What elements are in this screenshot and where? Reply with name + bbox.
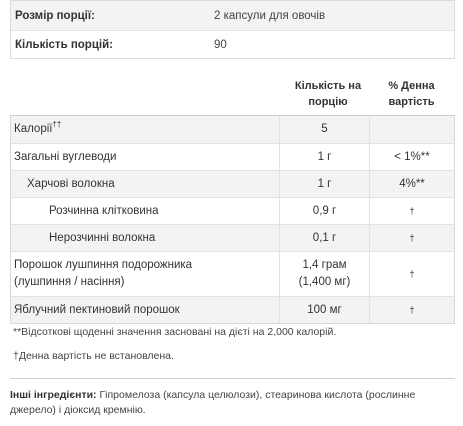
nutrient-name-sup: ††: [52, 120, 62, 130]
nutrient-name: [11, 257, 279, 291]
amount-header-line2: порцію: [308, 96, 348, 108]
not-established-footnote: †Денна вартість не встановлена.: [13, 350, 174, 362]
table-row: [11, 143, 454, 170]
nutrition-table-header: [10, 68, 455, 116]
serving-info-box: [10, 0, 455, 59]
servings-count-label: Кількість порцій:: [15, 38, 113, 51]
nutrient-name: Яблучний пектиновий порошок: [14, 303, 180, 316]
nutrient-name: Розчинна клітковина: [49, 204, 159, 217]
nutrient-amount: 0,9 г: [279, 198, 369, 224]
servings-count-row: [11, 30, 454, 58]
table-row: [11, 116, 454, 143]
serving-size-value: 2 капсули для овочів: [214, 9, 326, 22]
nutrient-amount: 0,1 г: [279, 225, 369, 251]
daily-value-header: [368, 78, 455, 110]
ingredients-text: Гіпромелоза (капсула целюлози), стеаринова кислота (рослинне джерело) і діоксид кремнію.: [10, 389, 416, 416]
daily-value-footnote: **Відсоткові щоденні значення засновані на дієті на 2,000 калорій.: [13, 326, 337, 338]
nutrient-name: [11, 121, 279, 138]
table-row: [11, 170, 454, 197]
nutrient-name: Загальні вуглеводи: [14, 150, 117, 163]
nutrient-amount: [279, 252, 369, 296]
nutrient-dv: [369, 116, 454, 143]
table-row: [11, 296, 454, 323]
nutrient-name-line2: (лушпиння / насіння): [14, 276, 125, 288]
nutrient-name-line1: Порошок лушпиння подорожника: [14, 259, 193, 271]
nutrient-dv: †: [369, 252, 454, 296]
nutrient-dv: †: [369, 297, 454, 323]
amount-header-line1: Кількість на: [294, 80, 362, 92]
nutrient-amount: 1 г: [279, 144, 369, 170]
serving-size-label: Розмір порції:: [15, 9, 95, 22]
ingredients-label: Інші інгредієнти:: [10, 389, 97, 401]
other-ingredients: [10, 388, 455, 418]
dv-header-line1: % Денна: [388, 80, 435, 92]
nutrition-table: [10, 116, 455, 324]
amount-per-serving-header: [278, 78, 378, 110]
nutrient-dv: †: [369, 198, 454, 224]
table-row: [11, 251, 454, 296]
nutrient-amount: 100 мг: [279, 297, 369, 323]
nutrient-dv: < 1%**: [369, 144, 454, 170]
nutrient-amount-line2: (1,400 мг): [298, 276, 351, 288]
nutrient-amount-line1: 1,4 грам: [302, 259, 347, 271]
dv-header-line2: вартість: [388, 96, 435, 108]
nutrient-amount: 5: [279, 116, 369, 143]
nutrient-name: Харчові волокна: [27, 177, 115, 190]
nutrient-dv: 4%**: [369, 171, 454, 197]
nutrient-name-text: Калорії: [14, 123, 53, 135]
nutrient-name: Нерозчинні волокна: [49, 231, 156, 244]
nutrient-amount: 1 г: [279, 171, 369, 197]
serving-size-row: [11, 1, 454, 30]
table-row: [11, 197, 454, 224]
section-divider: [10, 378, 455, 379]
nutrient-dv: †: [369, 225, 454, 251]
table-row: [11, 224, 454, 251]
servings-count-value: 90: [214, 38, 227, 51]
